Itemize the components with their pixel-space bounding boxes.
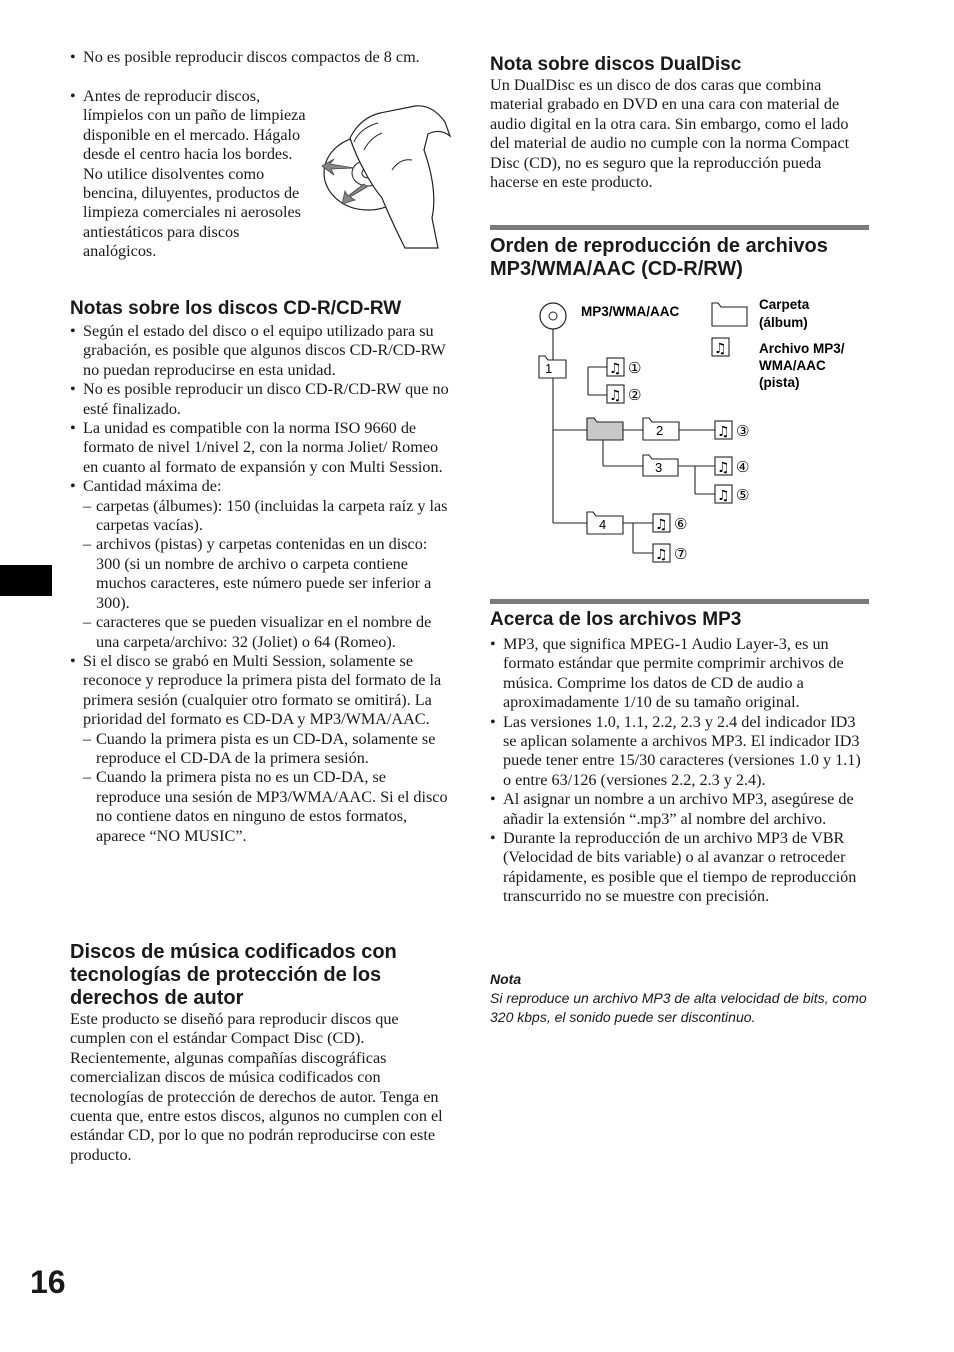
dash-item: – Cuando la primera pista es un CD-DA, solamente se reproduce el CD-DA de la primera sesión. — [83, 729, 436, 767]
list-item-text: MP3, que significa MPEG-1 Audio Layer-3, es un formato estándar que permite comprimir archivos de música. Comprime los datos de CD de audio a aproximadamente 1/10 de su tamaño original. — [503, 635, 844, 712]
multisession-bullet-list — [70, 652, 454, 730]
folder-number: 1 — [545, 361, 553, 376]
cdr-notes — [70, 322, 454, 846]
svg-text:♫: ♫ — [717, 460, 730, 476]
svg-text:♫: ♫ — [717, 424, 730, 440]
dash-item-text: caracteres que se pueden visualizar en el nombre de una carpeta/archivo: 32 (Joliet) o 64 (Romeo). — [96, 613, 432, 651]
dash-item: – Cuando la primera pista no es un CD-DA, se reproduce una sesión de MP3/WMA/AAC. Si el disco no contiene datos en ninguno de estos formatos, aparece “NO MUSIC”. — [83, 768, 448, 845]
dualdisc-paragraph: Un DualDisc es un disco de dos caras que combina material grabado en DVD en una cara con material de audio digital en la otra cara. Sin embargo, como el lado del material de audio no cumple con la norma Compact Disc (CD), no es seguro que la reproducción pueda hacerse en este producto. — [490, 76, 850, 192]
folder-icon-highlighted — [587, 418, 623, 440]
dash-item-text: Cuando la primera pista es un CD-DA, solamente se reproduce el CD-DA de la primera sesión. — [96, 729, 436, 767]
svg-text:♫: ♫ — [655, 547, 668, 563]
cleaning-bullet-list — [70, 87, 310, 262]
svg-text:♫: ♫ — [717, 488, 730, 504]
drm-heading: Discos de música codificados con tecnologías de protección de los derechos de autor — [70, 941, 397, 1009]
track-file-icon — [715, 457, 749, 476]
dash-item-text: carpetas (álbumes): 150 (incluidas la carpeta raíz y las carpetas vacías). — [96, 496, 448, 535]
intro-bullet-list — [70, 48, 430, 67]
legend-folder-label: Carpeta — [759, 297, 810, 312]
list-item — [490, 713, 870, 791]
section-tab-marker — [0, 565, 52, 596]
list-item-text: La unidad es compatible con la norma ISO 9660 de formato de nivel 1/nivel 2, con la norma Joliet/ Romeo en cuanto al formato de expansión y con Multi Session. — [83, 419, 443, 476]
play-order-heading: Orden de reproducción de archivos MP3/WMA/AAC (CD-R/RW) — [490, 235, 828, 280]
play-order-diagram — [525, 290, 870, 570]
track-number: ⑦ — [674, 545, 688, 563]
list-item — [70, 477, 454, 496]
list-item — [490, 635, 870, 713]
folder-number: 2 — [656, 423, 664, 438]
mp3-bullet-list — [490, 635, 870, 907]
disc-icon — [540, 303, 566, 329]
folder-icon — [587, 512, 623, 534]
folder-icon — [643, 455, 678, 476]
cdr-heading: Notas sobre los discos CD-R/CD-RW — [70, 298, 402, 319]
track-file-icon — [653, 514, 687, 533]
track-file-icon — [715, 421, 749, 440]
track-number: ⑤ — [736, 486, 750, 504]
dualdisc-heading: Nota sobre discos DualDisc — [490, 54, 742, 75]
page-number: 16 — [30, 1264, 66, 1300]
list-item — [70, 322, 454, 380]
cdr-bullet-list — [70, 322, 454, 497]
list-item — [70, 87, 310, 262]
folder-icon — [643, 418, 679, 440]
svg-text:♫: ♫ — [655, 517, 668, 533]
list-item-text: Cantidad máxima de: — [83, 477, 222, 496]
folder-number: 4 — [599, 517, 607, 532]
dash-item: – caracteres que se pueden visualizar en el nombre de una carpeta/archivo: 32 (Joliet) o 64 (Romeo). — [83, 613, 432, 651]
svg-text:♫: ♫ — [714, 341, 727, 357]
list-item — [490, 829, 870, 907]
note-text: Si reproduce un archivo MP3 de alta velocidad de bits, como 320 kbps, el sonido puede ser discontinuo. — [490, 990, 867, 1025]
disc-cleaning-illustration — [320, 98, 455, 253]
list-item-text: Según el estado del disco o el equipo utilizado para su grabación, es posible que algunos discos CD-R/CD-RW no puedan reproducirse en esta unidad. — [83, 322, 446, 379]
list-item-text: Durante la reproducción de un archivo MP3 de VBR (Velocidad de bits variable) o al avanzar o retroceder rápidamente, es posible que el tiempo de reproducción transcurrido no se muestre con precisión. — [503, 829, 857, 906]
list-item-text: No es posible reproducir un disco CD-R/CD-RW que no esté finalizado. — [83, 380, 449, 418]
track-number: ⑥ — [674, 515, 688, 533]
drm-paragraph: Este producto se diseñó para reproducir discos que cumplen con el estándar Compact Disc (CD). Recientemente, algunas compañías discográficas comercializan discos de música codificados con tecnologías de protección de derechos de autor. Tenga en cuenta que, entre estos discos, algunos no cumplen con el estándar CD, por lo que no podrán reproducirse con este producto. — [70, 1010, 443, 1164]
list-item-text: No es posible reproducir discos compactos de 8 cm. — [83, 48, 420, 66]
list-item — [490, 790, 870, 829]
dash-item: – carpetas (álbumes): 150 (incluidas la carpeta raíz y las carpetas vacías). — [83, 496, 448, 535]
list-item-text: Si el disco se grabó en Multi Session, solamente se reconoce y reproduce la primera pista del formato de la primera sesión (cualquier otro formato se omitirá). La prioridad del formato es CD-DA y MP3/WMA/AAC. — [83, 651, 442, 729]
track-number: ④ — [736, 458, 750, 476]
multisession-dash-list — [70, 730, 454, 846]
legend-file-label: WMA/AAC — [759, 358, 826, 373]
track-number: ② — [628, 386, 642, 404]
note-label: Nota — [490, 971, 522, 987]
list-item — [70, 419, 454, 477]
track-number: ③ — [736, 422, 750, 440]
track-file-icon — [653, 544, 687, 563]
list-item-text: Antes de reproducir discos, límpielos con un paño de limpieza disponible en el mercado. Hágalo desde el centro hacia los bordes. No utilice disolventes como bencina, diluyentes, productos de limpieza comerciales ni aerosoles antiestáticos para discos analógicos. — [83, 87, 306, 261]
list-item — [70, 652, 454, 730]
list-item — [70, 380, 454, 419]
dash-item-text: archivos (pistas) y carpetas contenidas en un disco: 300 (si un nombre de archivo o carpeta contiene muchos caracteres, este número puede ser inferior a 300). — [96, 535, 432, 612]
dash-item-text: Cuando la primera pista no es un CD-DA, se reproduce una sesión de MP3/WMA/AAC. Si el disco no contiene datos en ninguno de estos formatos, aparece “NO MUSIC”. — [96, 768, 448, 845]
list-item-text: Al asignar un nombre a un archivo MP3, asegúrese de añadir la extensión “.mp3” al nombre del archivo. — [503, 790, 854, 828]
track-file-icon — [715, 485, 749, 504]
root-format-label: MP3/WMA/AAC — [581, 304, 680, 319]
mp3-heading: Acerca de los archivos MP3 — [490, 609, 742, 630]
max-quantity-list — [70, 497, 454, 652]
svg-text:♫: ♫ — [609, 388, 622, 404]
list-item — [70, 48, 430, 67]
folder-number: 3 — [655, 460, 663, 475]
list-item-text: Las versiones 1.0, 1.1, 2.2, 2.3 y 2.4 del indicador ID3 se aplican solamente a archivos MP3. El indicador ID3 puede tener entre 15/30 caracteres (versiones 1.0 y 1.1) o entre 63/126 (versiones 2.2, 2.3 y 2.4). — [503, 712, 861, 789]
track-file-icon — [607, 385, 641, 404]
track-file-icon — [607, 358, 641, 377]
section-divider — [490, 225, 869, 230]
section-divider — [490, 599, 869, 604]
legend-file-icon — [712, 338, 729, 357]
svg-text:♫: ♫ — [609, 361, 622, 377]
legend-file-label: Archivo MP3/ — [759, 341, 845, 356]
legend-folder-icon — [712, 303, 747, 326]
legend-file-label: (pista) — [759, 375, 800, 390]
dash-item: – archivos (pistas) y carpetas contenidas en un disco: 300 (si un nombre de archivo o carpeta contiene muchos caracteres, este número puede ser inferior a 300). — [83, 535, 432, 612]
legend-folder-label: (álbum) — [759, 315, 808, 330]
track-number: ① — [628, 359, 642, 377]
